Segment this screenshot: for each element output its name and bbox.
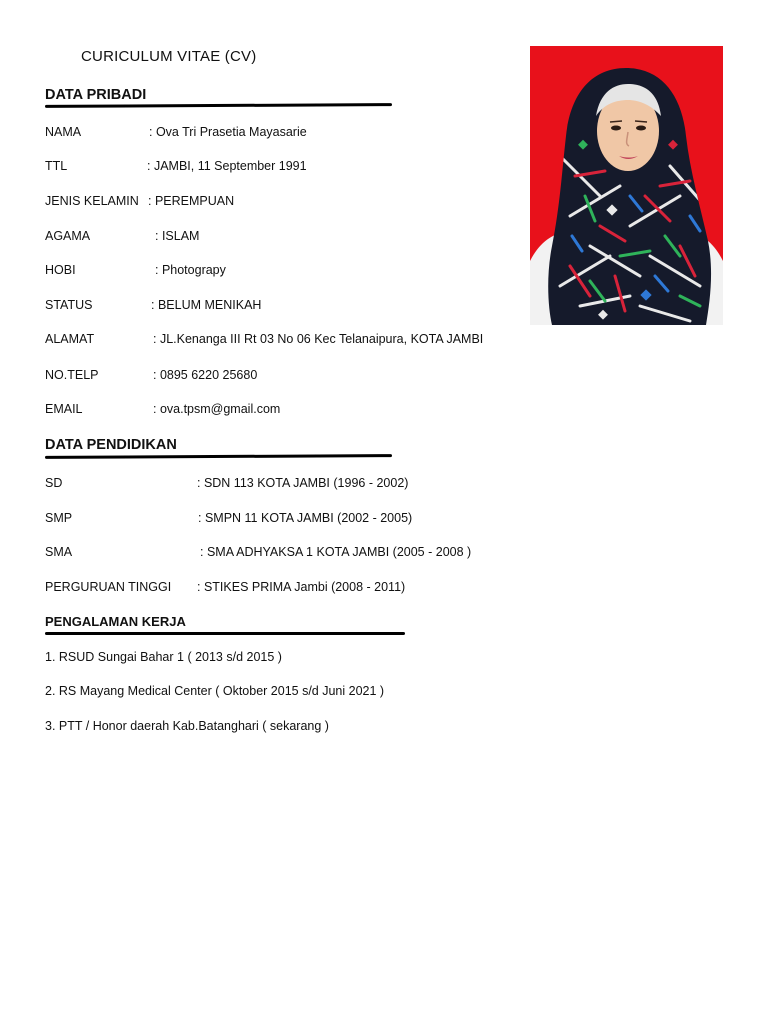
row-value: : Ova Tri Prasetia Mayasarie <box>149 125 307 139</box>
personal-row-religion <box>45 229 200 243</box>
row-value: : ISLAM <box>155 229 200 243</box>
personal-row-status <box>45 298 262 312</box>
row-label: ALAMAT <box>45 332 95 346</box>
work-item: 3. PTT / Honor daerah Kab.Batanghari ( sekarang ) <box>45 719 329 733</box>
row-value: : Photograpy <box>155 263 226 277</box>
row-value: : BELUM MENIKAH <box>151 298 262 312</box>
row-label: SD <box>45 476 63 490</box>
row-label: AGAMA <box>45 229 91 243</box>
personal-row-phone <box>45 368 258 382</box>
row-value: : SMPN 11 KOTA JAMBI (2002 - 2005) <box>198 511 413 525</box>
row-label: PERGURUAN TINGGI <box>45 580 172 594</box>
row-value: : STIKES PRIMA Jambi (2008 - 2011) <box>197 580 406 594</box>
education-row-smp <box>45 511 413 525</box>
personal-data-heading: DATA PRIBADI <box>45 87 147 103</box>
portrait-illustration <box>530 46 723 325</box>
personal-row-hobby <box>45 263 226 277</box>
personal-row-email <box>45 402 281 416</box>
row-value: : SDN 113 KOTA JAMBI (1996 - 2002) <box>197 476 409 490</box>
work-experience-heading: PENGALAMAN KERJA <box>45 614 186 629</box>
personal-data-divider <box>45 103 392 108</box>
education-row-sd <box>45 476 409 490</box>
education-row-sma <box>45 545 472 559</box>
row-value: : JAMBI, 11 September 1991 <box>147 159 307 173</box>
row-label: NO.TELP <box>45 368 99 382</box>
row-label: SMP <box>45 511 73 525</box>
row-value: : 0895 6220 25680 <box>153 368 258 382</box>
personal-row-ttl <box>45 159 307 173</box>
row-label: TTL <box>45 159 68 173</box>
personal-row-name <box>45 125 307 139</box>
row-value: : JL.Kenanga III Rt 03 No 06 Kec Telanaipura, KOTA JAMBI <box>153 332 484 346</box>
row-value: : ova.tpsm@gmail.com <box>153 402 281 416</box>
row-value: : PEREMPUAN <box>148 194 235 208</box>
education-row-university <box>45 580 406 594</box>
row-label: SMA <box>45 545 73 559</box>
profile-photo <box>530 46 723 325</box>
row-label: JENIS KELAMIN <box>45 194 139 208</box>
work-experience-divider <box>45 632 405 635</box>
personal-row-address <box>45 332 484 346</box>
row-label: EMAIL <box>45 402 83 416</box>
work-item: 1. RSUD Sungai Bahar 1 ( 2013 s/d 2015 ) <box>45 650 282 664</box>
education-heading: DATA PENDIDIKAN <box>45 437 177 453</box>
row-label: HOBI <box>45 263 76 277</box>
row-value: : SMA ADHYAKSA 1 KOTA JAMBI (2005 - 2008 ) <box>200 545 472 559</box>
education-divider <box>45 454 392 459</box>
page-title: CURICULUM VITAE (CV) <box>81 48 257 65</box>
work-item: 2. RS Mayang Medical Center ( Oktober 2015 s/d Juni 2021 ) <box>45 684 385 698</box>
row-label: STATUS <box>45 298 93 312</box>
personal-row-gender <box>45 194 235 208</box>
row-label: NAMA <box>45 125 82 139</box>
